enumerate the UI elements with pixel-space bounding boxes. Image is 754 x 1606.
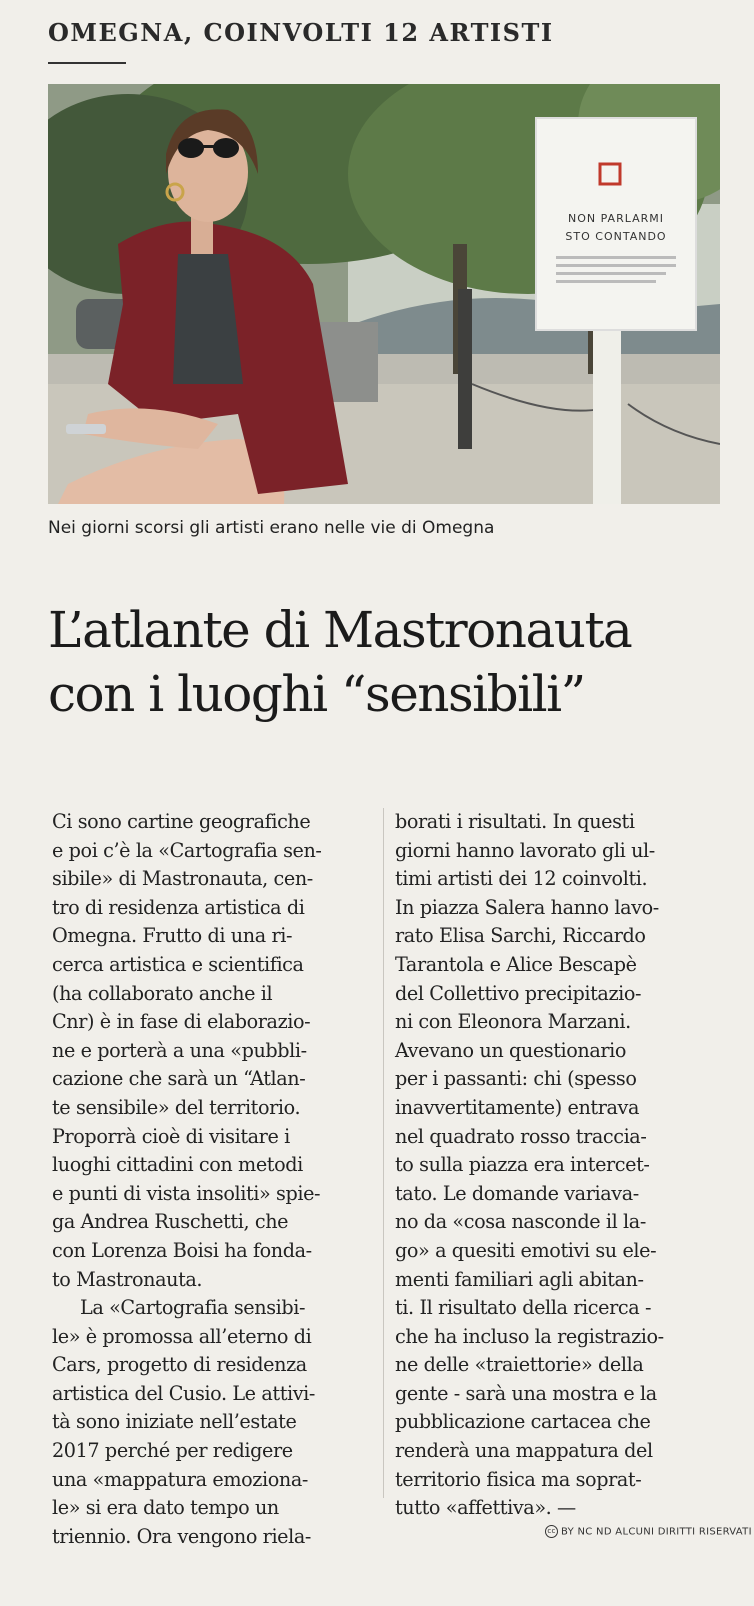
photo-caption: Nei giorni scorsi gli artisti erano nelle vie di Omegna — [48, 518, 495, 538]
body-line: e punti di vista insoliti» spie- — [52, 1181, 321, 1205]
body-line: 2017 perché per redigere — [52, 1439, 293, 1463]
body-line: La «Cartografia sensibi- — [80, 1296, 306, 1320]
body-line: Cnr) è in fase di elaborazio- — [52, 1010, 311, 1034]
body-line: gente - sarà una mostra e la — [395, 1381, 657, 1405]
body-line: triennio. Ora vengono riela- — [52, 1524, 311, 1548]
photo-illustration — [48, 84, 720, 504]
body-line: ni con Eleonora Marzani. — [395, 1010, 631, 1034]
body-line: che ha incluso la registrazio- — [395, 1324, 664, 1348]
body-line: ne delle «traiettorie» della — [395, 1353, 644, 1377]
body-line: con Lorenza Boisi ha fonda- — [52, 1238, 312, 1262]
body-line: go» a quesiti emotivi su ele- — [395, 1238, 657, 1262]
kicker: OMEGNA, COINVOLTI 12 ARTISTI — [48, 18, 554, 47]
body-line: to Mastronauta. — [52, 1267, 203, 1291]
body-line: Tarantola e Alice Bescapè — [395, 952, 637, 976]
body-line: ti. Il risultato della ricerca - — [395, 1296, 652, 1320]
body-line: territorio fisica ma soprat- — [395, 1467, 642, 1491]
body-line: menti familiari agli abitan- — [395, 1267, 644, 1291]
body-line: In piazza Salera hanno lavo- — [395, 895, 659, 919]
body-line: sibile» di Mastronauta, cen- — [52, 867, 313, 891]
body-line: Cars, progetto di residenza — [52, 1353, 307, 1377]
body-line: una «mappatura emoziona- — [52, 1467, 308, 1491]
body-line: Avevano un questionario — [395, 1038, 627, 1062]
body-line: (ha collaborato anche il — [52, 981, 273, 1005]
headline — [48, 598, 738, 726]
body-column-2 — [395, 808, 725, 1523]
body-line: luoghi cittadini con metodi — [52, 1153, 303, 1177]
body-line: giorni hanno lavorato gli ul- — [395, 838, 655, 862]
body-line: le» si era dato tempo un — [52, 1496, 279, 1520]
body-line: to sulla piazza era intercet- — [395, 1153, 650, 1177]
article-photo — [48, 84, 720, 504]
body-line: per i passanti: chi (spesso — [395, 1067, 637, 1091]
body-line: artistica del Cusio. Le attivi- — [52, 1381, 315, 1405]
body-line: e poi c’è la «Cartografia sen- — [52, 838, 322, 862]
body-line: pubblicazione cartacea che — [395, 1410, 651, 1434]
column-divider — [383, 808, 384, 1498]
body-line: cerca artistica e scientifica — [52, 952, 304, 976]
body-line: borati i risultati. In questi — [395, 810, 635, 833]
license-notice — [545, 1525, 752, 1538]
body-line: ga Andrea Ruschetti, che — [52, 1210, 289, 1234]
body-line: ne e porterà a una «pubbli- — [52, 1038, 307, 1062]
kicker-rule — [48, 62, 126, 64]
sign-line-1: NON PARLARMI — [568, 212, 664, 225]
body-line: te sensibile» del territorio. — [52, 1095, 301, 1119]
headline-line-1: L’atlante di Mastronauta — [48, 601, 632, 659]
creative-commons-icon: cc — [545, 1525, 558, 1538]
body-line: Proporrà cioè di visitare i — [52, 1124, 290, 1148]
sign-line-2: STO CONTANDO — [565, 230, 667, 243]
body-line: cazione che sarà un “Atlan- — [52, 1067, 306, 1091]
body-line: tato. Le domande variava- — [395, 1181, 639, 1205]
body-line: inavvertitamente) entrava — [395, 1095, 640, 1119]
headline-line-2: con i luoghi “sensibili” — [48, 665, 585, 723]
body-line: Ci sono cartine geografiche — [52, 810, 311, 833]
body-line: del Collettivo precipitazio- — [395, 981, 642, 1005]
body-column-1 — [52, 808, 382, 1551]
body-line: tà sono iniziate nell’estate — [52, 1410, 297, 1434]
body-line: renderà una mappatura del — [395, 1439, 653, 1463]
body-line: timi artisti dei 12 coinvolti. — [395, 867, 648, 891]
body-line: le» è promossa all’eterno di — [52, 1324, 312, 1348]
body-line: nel quadrato rosso traccia- — [395, 1124, 647, 1148]
body-line: tro di residenza artistica di — [52, 895, 305, 919]
body-line: no da «cosa nasconde il la- — [395, 1210, 646, 1234]
body-line: rato Elisa Sarchi, Riccardo — [395, 924, 646, 948]
license-text: BY NC ND ALCUNI DIRITTI RISERVATI — [561, 1526, 752, 1538]
body-line: tutto «affettiva». — — [395, 1496, 576, 1520]
body-line: Omegna. Frutto di una ri- — [52, 924, 293, 948]
